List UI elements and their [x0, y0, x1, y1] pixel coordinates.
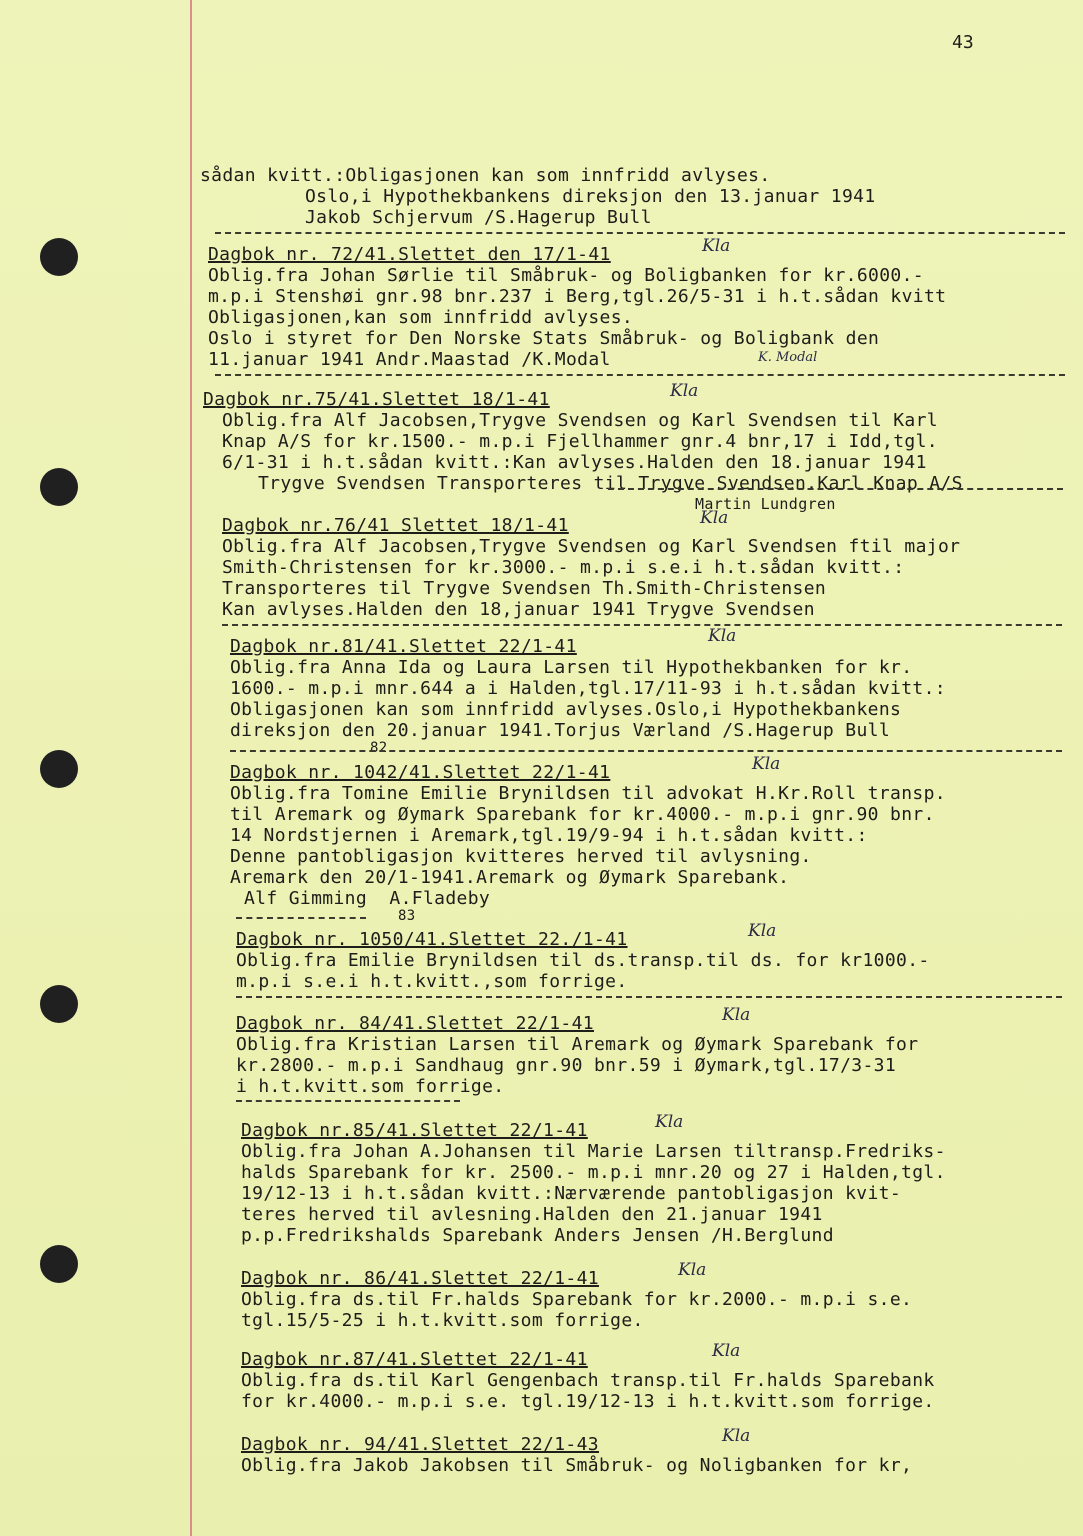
text-line: Oblig.fra Anna Ida og Laura Larsen til Hypothekbanken for kr. [230, 657, 913, 678]
text-line: sådan kvitt.:Obligasjonen kan som innfridd avlyses. [200, 165, 771, 186]
entry-heading: Dagbok nr.87/41.Slettet 22/1-41 [241, 1349, 588, 1370]
initials: Kla [748, 921, 777, 941]
text-line: teres herved til avlesning.Halden den 21.januar 1941 [241, 1204, 823, 1225]
text-line: p.p.Fredrikshalds Sparebank Anders Jensen /H.Berglund [241, 1225, 834, 1246]
text-line: Oblig.fra Emilie Brynildsen til ds.transp.til ds. for kr1000.- [236, 950, 930, 971]
text-line: Obligasjonen,kan som innfridd avlyses. [208, 307, 634, 328]
text-line: direksjon den 20.januar 1941.Torjus Værland /S.Hagerup Bull [230, 720, 891, 741]
text-line: Oblig.fra Tomine Emilie Brynildsen til advokat H.Kr.Roll transp. [230, 783, 946, 804]
initials: Kla [702, 236, 731, 256]
text-line: til Aremark og Øymark Sparebank for kr.4000.- m.p.i gnr.90 bnr. [230, 804, 935, 825]
text-line: Oblig.fra ds.til Karl Gengenbach transp.til Fr.halds Sparebank [241, 1370, 935, 1391]
separator [236, 1100, 460, 1102]
text-line: Denne pantobligasjon kvitteres herved til avlysning. [230, 846, 812, 867]
text-line: Jakob Schjervum /S.Hagerup Bull [305, 207, 652, 228]
text-line: Martin Lundgren [695, 495, 836, 513]
punch-hole [40, 750, 78, 788]
text-line: Transporteres til Trygve Svendsen Th.Smith-Christensen [222, 578, 827, 599]
text-line: Oblig.fra Johan Sørlie til Småbruk- og Boligbanken for kr.6000.- [208, 265, 924, 286]
text-line: Oslo,i Hypothekbankens direksjon den 13.januar 1941 [305, 186, 876, 207]
entry-heading: Dagbok nr.76/41 Slettet 18/1-41 [222, 515, 569, 536]
text-line: Oblig.fra ds.til Fr.halds Sparebank for kr.2000.- m.p.i s.e. [241, 1289, 913, 1310]
entry-heading: Dagbok nr. 86/41.Slettet 22/1-41 [241, 1268, 599, 1289]
initials: Kla [722, 1426, 751, 1446]
text-line: Trygve Svendsen Transporteres til Trygve Svendsen.Karl Knap A/S [258, 473, 963, 494]
entry-heading: Dagbok nr. 72/41.Slettet den 17/1-41 [208, 244, 611, 265]
margin-rule [190, 0, 192, 1536]
text-line: halds Sparebank for kr. 2500.- m.p.i mnr.20 og 27 i Halden,tgl. [241, 1162, 946, 1183]
text-line: 14 Nordstjernen i Aremark,tgl.19/9-94 i h.t.sådan kvitt.: [230, 825, 868, 846]
text-line: kr.2800.- m.p.i Sandhaug gnr.90 bnr.59 i Øymark,tgl.17/3-31 [236, 1055, 897, 1076]
handwritten-note: K. Modal [758, 350, 818, 365]
separator [215, 232, 1065, 234]
text-line: Obligasjonen kan som innfridd avlyses.Oslo,i Hypothekbankens [230, 699, 902, 720]
text-line: for kr.4000.- m.p.i s.e. tgl.19/12-13 i h.t.kvitt.som forrige. [241, 1391, 935, 1412]
initials: Kla [670, 381, 699, 401]
separator [215, 374, 1065, 376]
text-line: Kan avlyses.Halden den 18,januar 1941 Trygve Svendsen [222, 599, 815, 620]
separator [222, 624, 1062, 626]
text-line: Oblig.fra Jakob Jakobsen til Småbruk- og Noligbanken for kr, [241, 1455, 913, 1476]
separator [230, 750, 1062, 752]
text-line: 1600.- m.p.i mnr.644 a i Halden,tgl.17/11-93 i h.t.sådan kvitt.: [230, 678, 946, 699]
punch-hole [40, 985, 78, 1023]
punch-hole [40, 468, 78, 506]
separator [236, 917, 366, 919]
entry-heading: Dagbok nr.81/41.Slettet 22/1-41 [230, 636, 577, 657]
text-line: tgl.15/5-25 i h.t.kvitt.som forrige. [241, 1310, 644, 1331]
text-line: 19/12-13 i h.t.sådan kvitt.:Nærværende pantobligasjon kvit- [241, 1183, 902, 1204]
entry-heading: Dagbok nr.75/41.Slettet 18/1-41 [203, 389, 550, 410]
entry-number-correction: 83 [398, 908, 416, 924]
punch-hole [40, 238, 78, 276]
text-line: i h.t.kvitt.som forrige. [236, 1076, 505, 1097]
text-line: m.p.i s.e.i h.t.kvitt.,som forrige. [236, 971, 628, 992]
separator [608, 488, 1063, 490]
punch-hole [40, 1245, 78, 1283]
text-line: 11.januar 1941 Andr.Maastad /K.Modal [208, 349, 611, 370]
text-line: Aremark den 20/1-1941.Aremark og Øymark Sparebank. [230, 867, 790, 888]
entry-number-correction: 82 [370, 740, 388, 756]
initials: Kla [752, 754, 781, 774]
initials: Kla [722, 1005, 751, 1025]
entry-heading: Dagbok nr.85/41.Slettet 22/1-41 [241, 1120, 588, 1141]
entry-heading: Dagbok nr. 94/41.Slettet 22/1-43 [241, 1434, 599, 1455]
initials: Kla [678, 1260, 707, 1280]
entry-heading: Dagbok nr. 1042/41.Slettet 22/1-41 [230, 762, 611, 783]
text-line: Oblig.fra Kristian Larsen til Aremark og Øymark Sparebank for [236, 1034, 919, 1055]
initials: Kla [655, 1112, 684, 1132]
text-line: 6/1-31 i h.t.sådan kvitt.:Kan avlyses.Halden den 18.januar 1941 [222, 452, 927, 473]
entry-heading: Dagbok nr. 84/41.Slettet 22/1-41 [236, 1013, 594, 1034]
initials: Kla [700, 508, 729, 528]
text-line: Oblig.fra Johan A.Johansen til Marie Larsen tiltransp.Fredriks- [241, 1141, 946, 1162]
separator [236, 996, 1062, 998]
page-number: 43 [952, 32, 974, 53]
initials: Kla [712, 1341, 741, 1361]
text-line: Alf Gimming A.Fladeby [244, 888, 491, 909]
text-line: Knap A/S for kr.1500.- m.p.i Fjellhammer gnr.4 bnr,17 i Idd,tgl. [222, 431, 938, 452]
entry-heading: Dagbok nr. 1050/41.Slettet 22./1-41 [236, 929, 628, 950]
text-line: m.p.i Stenshøi gnr.98 bnr.237 i Berg,tgl.26/5-31 i h.t.sådan kvitt [208, 286, 947, 307]
text-line: Oblig.fra Alf Jacobsen,Trygve Svendsen og Karl Svendsen til Karl [222, 410, 938, 431]
text-line: Oslo i styret for Den Norske Stats Småbruk- og Boligbank den [208, 328, 880, 349]
text-line: Oblig.fra Alf Jacobsen,Trygve Svendsen og Karl Svendsen ftil major [222, 536, 961, 557]
text-line: Smith-Christensen for kr.3000.- m.p.i s.e.i h.t.sådan kvitt.: [222, 557, 905, 578]
initials: Kla [708, 626, 737, 646]
